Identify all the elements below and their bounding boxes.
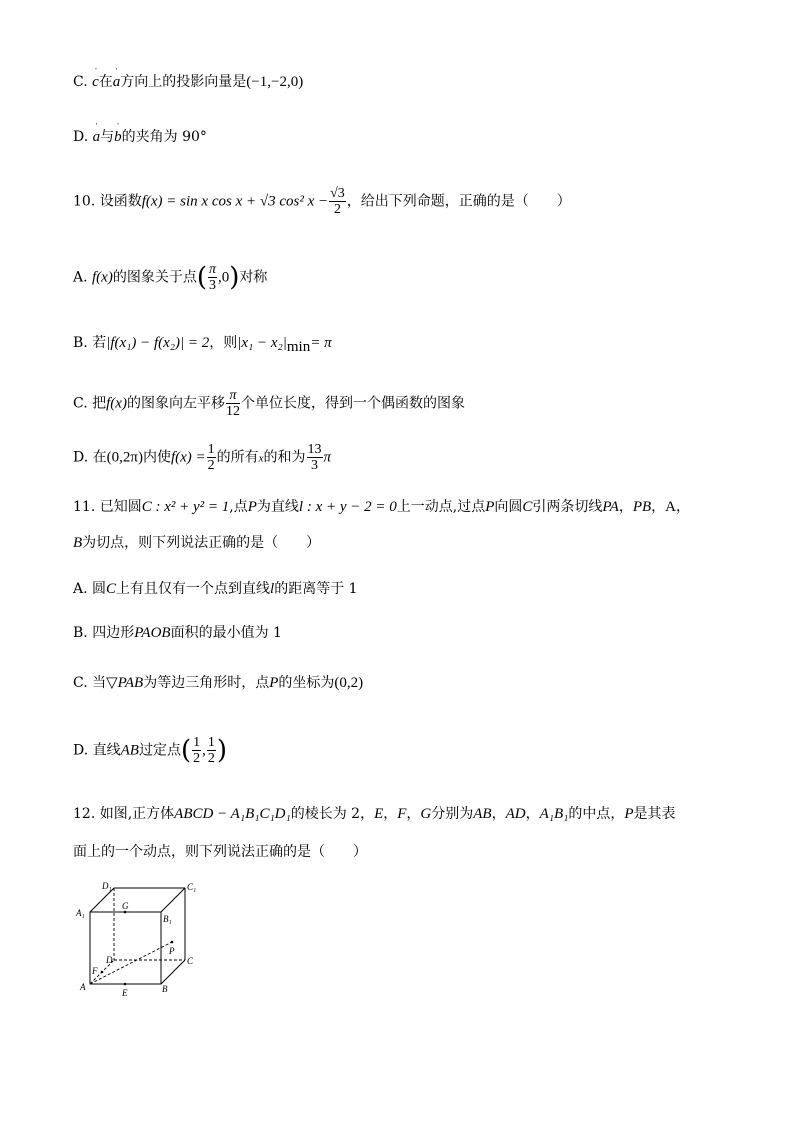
q11-stem-line1 [73,497,690,517]
math: x [258,452,264,465]
label-e: E [122,988,128,998]
option-label: C. [73,675,88,691]
point-p [171,941,174,944]
label-a: A [80,982,86,992]
math: PB [632,499,652,515]
text: 已知圆 [99,499,142,515]
q10-option-d [73,442,331,473]
point-f [101,971,104,974]
label-f: F [92,966,98,976]
vector-b: ˈ b [114,127,122,147]
edge-a1d1 [90,888,114,912]
comma: , [202,742,206,759]
q11-option-a [73,579,358,599]
math: f(x) [106,395,127,412]
math: AB [120,742,139,759]
math: = π [310,335,332,351]
label-g: G [122,901,129,911]
text: 过定点 [138,742,181,759]
segment-ap [90,942,172,984]
q9-option-c [73,72,303,92]
text: 在 [98,74,113,90]
math: ,0 [218,269,230,286]
text: ， [618,499,633,515]
edge-bc [161,960,185,984]
label-d: D [106,955,113,965]
text: 方向上的投影向量是 [120,74,247,90]
text: 的图象关于点 [112,269,197,286]
text: 是其表 [633,806,676,822]
vector-a: ˈ a [113,72,121,92]
option-label: C. [73,74,88,90]
math: P [269,675,279,691]
paren: ( [196,262,207,293]
text: 为切点，则下列说法正确的是（ ） [82,535,321,551]
text: 把 [92,395,107,412]
q11-stem-line2 [73,533,320,553]
math: PA [602,499,619,515]
math: F [397,806,407,822]
math: A [665,499,676,515]
text: 对称 [239,269,268,286]
text: ，则 [209,335,238,351]
math: AD [505,806,526,822]
q11-option-c [73,673,363,693]
text: 内使 [142,449,171,466]
label-p: P [169,946,175,956]
option-label: B. [73,625,88,641]
option-label: B. [73,335,88,351]
text: ， [651,499,666,515]
fraction: $\frac{\pi}{12}$ [225,388,240,419]
label-d1: D₁ [102,881,112,891]
question-number: 10. [73,193,96,210]
text: 若 [92,335,107,351]
math: AB [473,806,492,822]
text: 向圆 [494,499,523,515]
math: C [522,499,533,515]
fraction: $\frac{1}{2}$ [193,735,201,766]
q10-option-b [73,333,332,357]
q11-option-d [73,735,227,766]
text: 为等边三角形时，点 [143,675,270,691]
q11-option-b [73,623,282,643]
math: G [420,806,432,822]
option-label: D. [73,129,89,145]
math: P [485,499,495,515]
text: 的夹角为 90° [121,129,207,145]
text: 面上的一个动点，则下列说法正确的是（ ） [73,844,367,860]
subscript: min [286,338,311,355]
text: ，给出下列命题，正确的是（ ） [346,193,571,210]
option-label: A. [73,581,88,597]
text: 引两条切线 [532,499,603,515]
q10-stem [73,186,571,217]
math: P [624,806,634,822]
projection-value: (−1,−2,0) [246,74,304,90]
paren: ) [216,735,228,766]
math: ABCD − A₁B₁C₁D₁ [174,806,291,822]
math: |f(x₁) − f(x₂)| = 2 [106,335,210,351]
point-g [124,911,127,914]
text: 的中点， [568,806,625,822]
function-expression: f(x) = sin x cos x + √3 cos² x − [141,193,329,210]
text: 上一动点,过点 [396,499,486,515]
math: π [323,449,332,466]
text: 的所有 [216,449,259,466]
vector-a: ˈ a [93,127,101,147]
label-b1: B₁ [163,914,172,924]
text: 上有且仅有一个点到直线 [116,581,271,597]
q10-option-c [73,388,465,419]
option-label: C. [73,395,88,412]
text: 如图,正方体 [99,806,175,822]
paren: ) [229,262,240,293]
text: 分别为 [431,806,474,822]
vector-c: ˈ c [92,72,99,92]
text: 的坐标为 [278,675,335,691]
question-number: 11. [73,499,96,515]
text: 直线 [92,742,121,759]
text: 的图象向左平移 [126,395,225,412]
math: C [106,581,117,597]
edge-b1c1 [161,888,185,912]
text: 为直线 [256,499,299,515]
option-label: D. [73,742,89,759]
q12-stem-line2 [73,842,367,862]
text: 个单位长度，得到一个偶函数的图象 [240,395,465,412]
math: PAOB [134,625,171,641]
text: 在 [92,449,107,466]
label-c1: C₁ [187,882,197,892]
text: 设函数 [99,193,142,210]
text: ， [675,499,690,515]
text: ,点 [229,499,248,515]
fraction: $\frac{1}{2}$ [207,442,215,473]
q9-option-d [73,127,207,147]
text: 四边形 [92,625,135,641]
text: 圆 [92,581,107,597]
math: (0,2π) [106,449,143,466]
fraction: $\frac{√3}{2}$ [330,186,345,217]
math: ▽PAB [106,675,144,691]
math: E [374,806,384,822]
label-b: B [162,984,168,994]
fraction: $\frac{13}{3}$ [307,442,322,473]
math: |x₁ − x₂| [237,335,287,351]
text: 的距离等于 1 [274,581,358,597]
paren: ( [180,735,192,766]
fraction: $\frac{1}{2}$ [207,735,215,766]
question-number: 12. [73,806,96,822]
text: 当 [92,675,107,691]
math: l : x + y − 2 = 0 [298,499,397,515]
math: A₁B₁ [539,806,569,822]
math: f(x) [92,269,113,286]
cube-diagram [70,880,210,1005]
text: 的棱长为 2， [290,806,375,822]
label-a1: A₁ [76,908,85,918]
math: P [247,499,257,515]
q10-option-a [73,262,267,293]
option-label: A. [73,269,88,286]
math: B [73,535,83,551]
label-c: C [187,956,194,966]
option-label: D. [73,449,89,466]
q12-stem-line1: 12. 如图,正方体ABCD − A₁B₁C₁D₁的棱长为 2，E，F，G分别为AB，AD，A₁B₁的中点，P是其表 [73,806,676,822]
text: 与 [100,129,115,145]
math: C : x² + y² = 1 [141,499,230,515]
math: f(x) = [170,449,206,466]
math: l [270,581,275,597]
point-e [124,983,127,986]
text: 面积的最小值为 1 [170,625,282,641]
fraction: $\frac{\pi}{3}$ [209,262,217,293]
text: 的和为 [263,449,306,466]
math: (0,2) [334,675,364,691]
